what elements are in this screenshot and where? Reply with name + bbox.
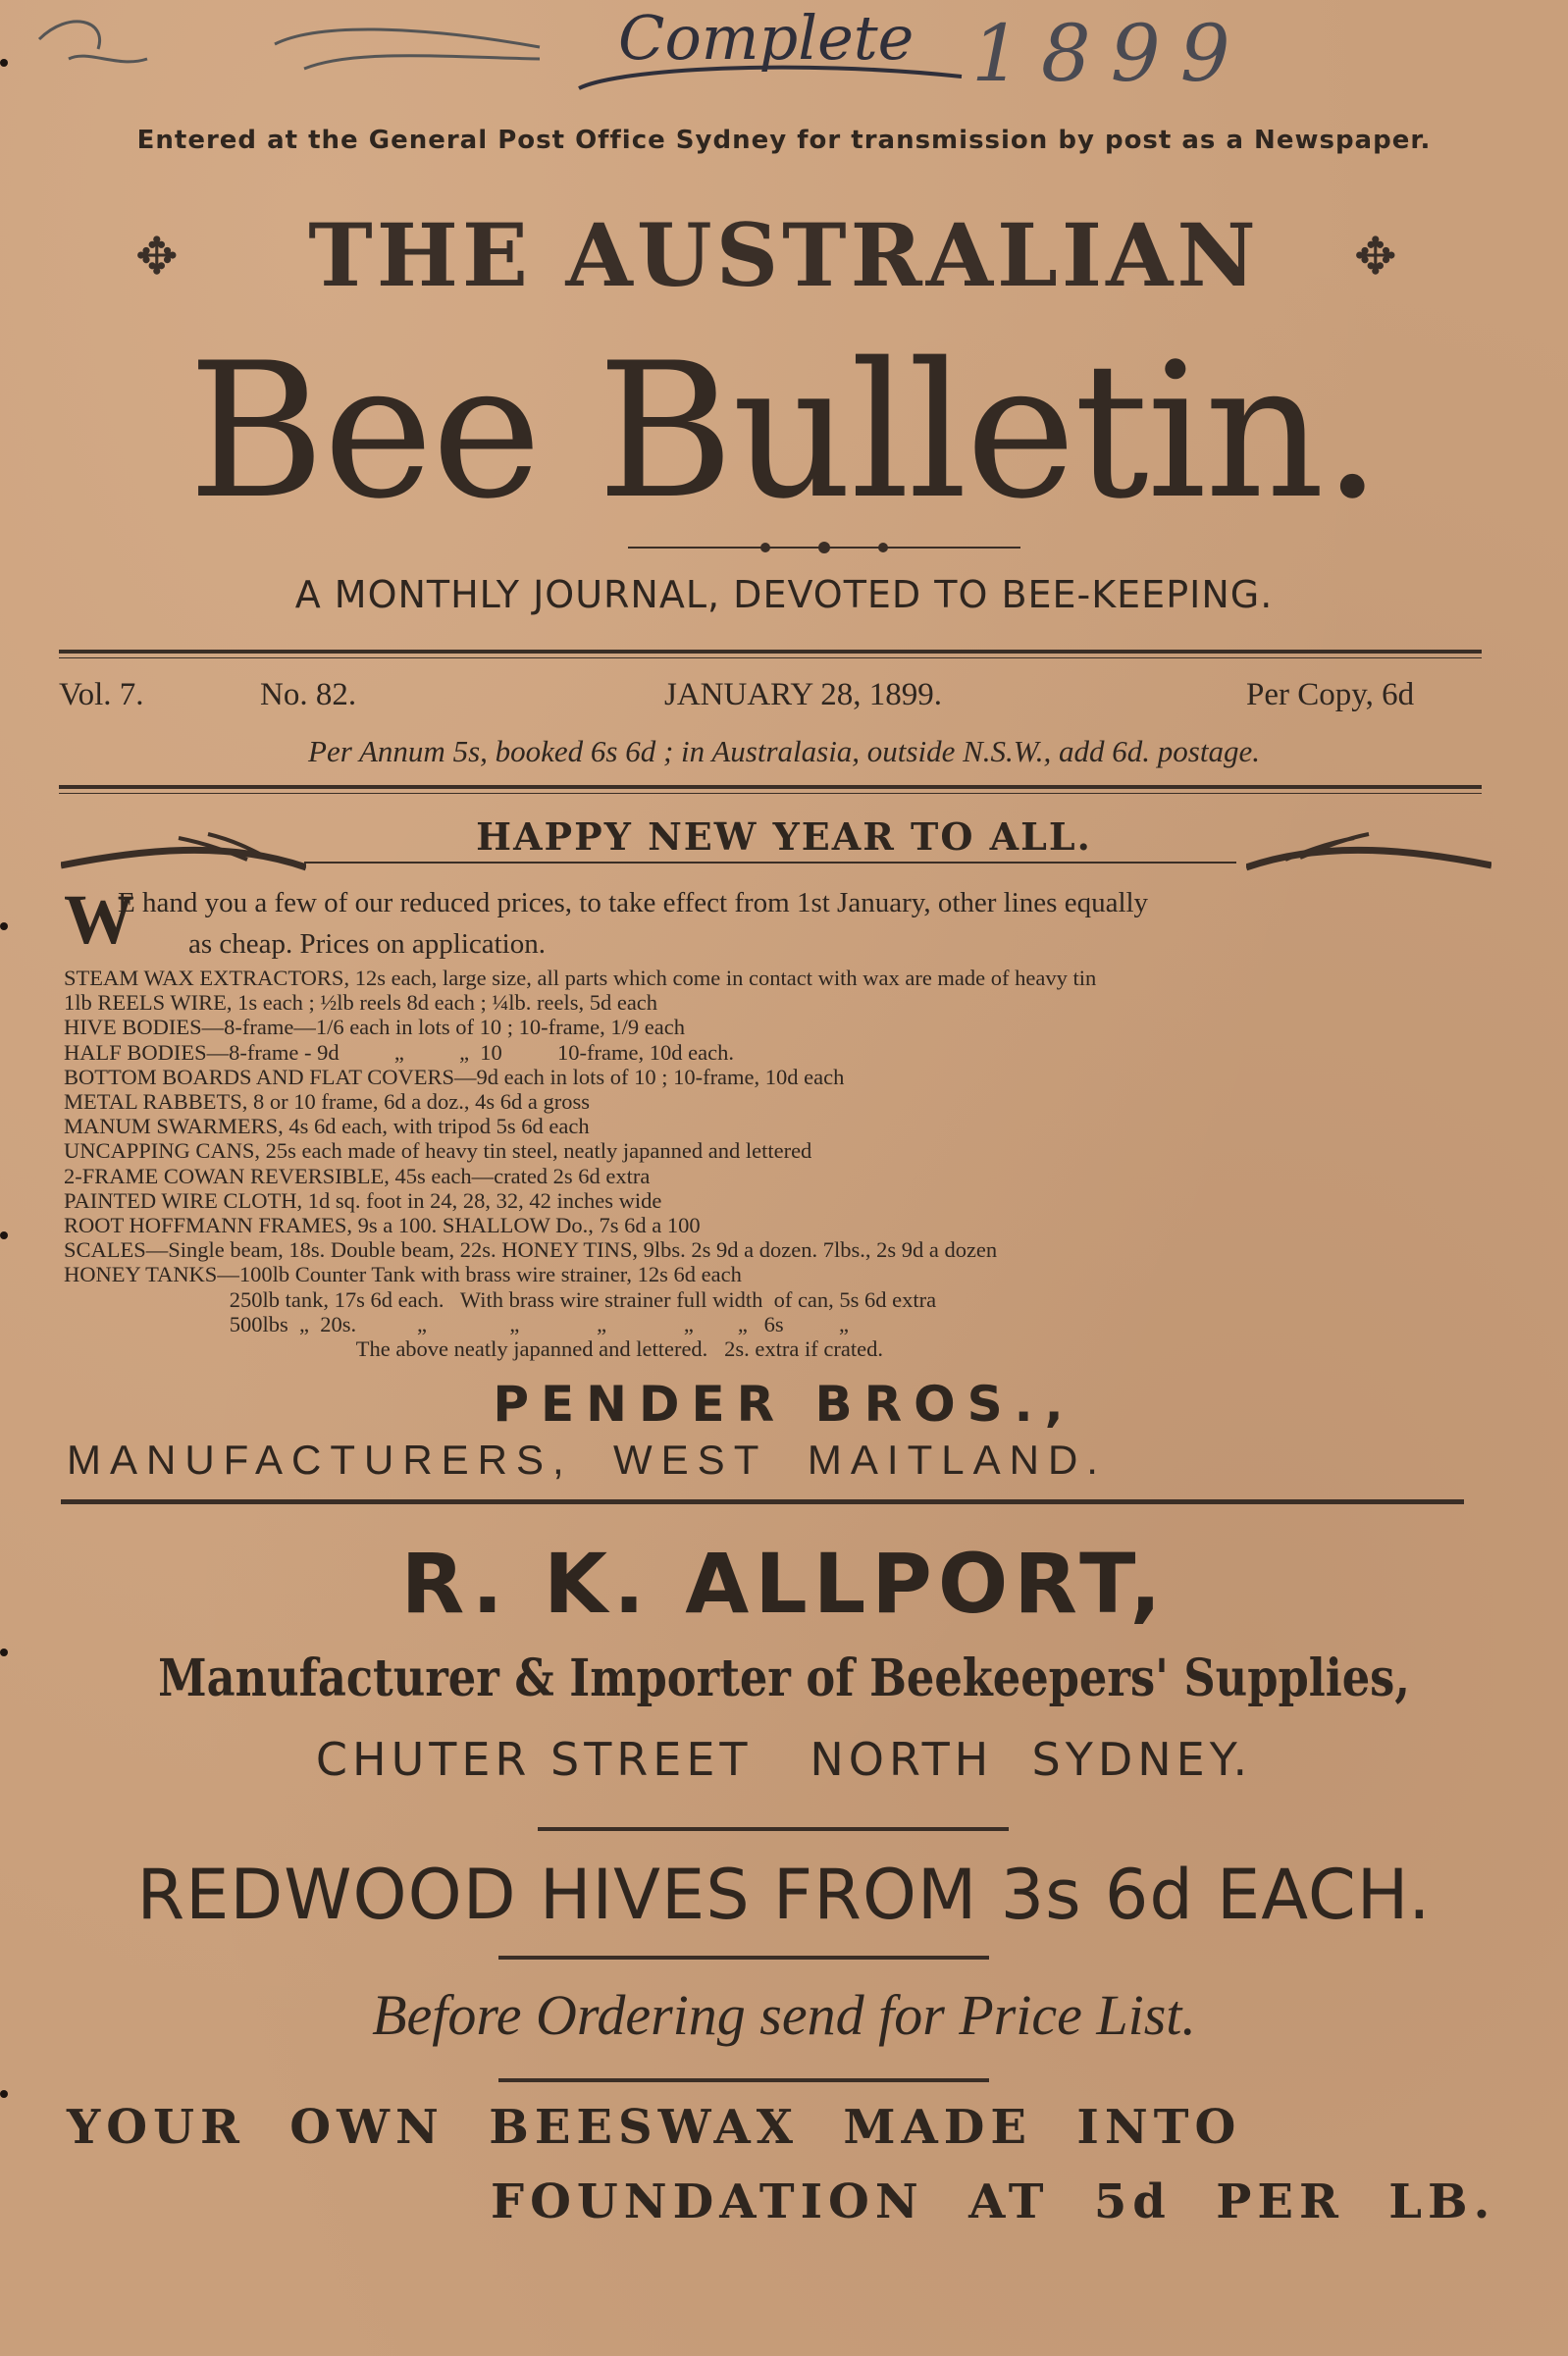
list-item: HALF BODIES—8-frame - 9d „ „ 10 10-frame, 10d each. [64, 1039, 734, 1065]
binding-hole-icon [0, 59, 8, 67]
issue-number: No. 82. [260, 677, 357, 712]
divider [498, 1956, 989, 1960]
binding-hole-icon [0, 922, 8, 930]
masthead-title: Bee Bulletin. [187, 323, 1381, 540]
drop-cap: W [64, 880, 134, 959]
heading-underline [304, 862, 1236, 864]
advertiser-address: CHUTER STREET NORTH SYDNEY. [315, 1733, 1253, 1786]
list-item: 2-FRAME COWAN REVERSIBLE, 45s each—crated 2s 6d extra [64, 1163, 651, 1188]
redwood-hives-offer: REDWOOD HIVES FROM 3s 6d EACH. [136, 1855, 1432, 1935]
list-item: MANUM SWARMERS, 4s 6d each, with tripod 5s 6d each [64, 1114, 590, 1139]
handwritten-year: 1899 [971, 8, 1250, 99]
divider [59, 785, 1482, 789]
volume-number: Vol. 7. [59, 677, 144, 712]
ornament-divider-icon [628, 538, 1020, 557]
list-item: 250lb tank, 17s 6d each. With brass wire strainer full width of can, 5s 6d extra [64, 1286, 937, 1312]
list-item: The above neatly japanned and lettered. 2s. extra if crated. [64, 1336, 883, 1362]
list-item: PAINTED WIRE CLOTH, 1d sq. foot in 24, 28, 32, 42 inches wide [64, 1187, 662, 1213]
list-item: 500lbs „ 20s. „ „ „ „ „ 6s „ [64, 1311, 849, 1336]
binding-hole-icon [0, 1649, 8, 1656]
divider [61, 1499, 1464, 1504]
swash-right-icon [1246, 830, 1491, 873]
list-item: BOTTOM BOARDS AND FLAT COVERS—9d each in lots of 10 ; 10-frame, 10d each [64, 1064, 845, 1089]
beeswax-offer-line-2: FOUNDATION AT 5d PER LB. [491, 2174, 1496, 2229]
divider [538, 1827, 1009, 1831]
firm-name: PENDER BROS., [493, 1376, 1075, 1433]
binding-hole-icon [0, 1231, 8, 1239]
intro-line-1: E hand you a few of our reduced prices, to take effect from 1st January, other lines equally [118, 887, 1149, 918]
subscription-rates: Per Annum 5s, booked 6s 6d ; in Australasia, outside N.S.W., add 6d. postage. [308, 734, 1260, 768]
firm-address: MANUFACTURERS, WEST MAITLAND. [67, 1437, 1107, 1483]
list-item: ROOT HOFFMANN FRAMES, 9s a 100. SHALLOW Do., 7s 6d a 100 [64, 1213, 701, 1238]
divider [59, 650, 1482, 654]
journal-subtitle: A MONTHLY JOURNAL, DEVOTED TO BEE-KEEPING. [294, 573, 1274, 616]
intro-line-2: as cheap. Prices on application. [188, 928, 546, 960]
fleuron-left-icon: ✥ [135, 230, 179, 286]
list-item: 1lb REELS WIRE, 1s each ; ½lb reels 8d each ; ¼lb. reels, 5d each [64, 990, 658, 1016]
advertiser-description: Manufacturer & Importer of Beekeepers' Supplies, [158, 1649, 1410, 1708]
list-item: SCALES—Single beam, 18s. Double beam, 22s. HONEY TINS, 9lbs. 2s 9d a dozen. 7lbs., 2s 9d a dozen [64, 1237, 998, 1263]
beeswax-offer-line-1: YOUR OWN BEESWAX MADE INTO [67, 2100, 1242, 2155]
divider [59, 793, 1482, 794]
list-item: HONEY TANKS—100lb Counter Tank with brass wire strainer, 12s 6d each [64, 1262, 742, 1287]
handwritten-annotation [29, 0, 1325, 118]
list-item: STEAM WAX EXTRACTORS, 12s each, large size, all parts which come in contact with wax are made of heavy tin [64, 966, 1097, 990]
happy-new-year-heading: HAPPY NEW YEAR TO ALL. [476, 814, 1092, 859]
divider [59, 657, 1482, 658]
handwritten-note: Complete [618, 2, 915, 74]
advertiser-name: R. K. ALLPORT, [400, 1536, 1168, 1632]
fleuron-right-icon: ✥ [1354, 230, 1397, 286]
divider [498, 2078, 989, 2082]
postal-notice: Entered at the General Post Office Sydney for transmission by post as a Newspaper. [136, 126, 1432, 155]
masthead-line1: THE AUSTRALIAN [308, 204, 1260, 306]
price-list-note: Before Ordering send for Price List. [372, 1983, 1196, 2047]
binding-hole-icon [0, 2090, 8, 2098]
price-list [64, 966, 1506, 1361]
copy-price: Per Copy, 6d [1246, 677, 1415, 712]
list-item: UNCAPPING CANS, 25s each made of heavy tin steel, neatly japanned and lettered [64, 1138, 812, 1164]
issue-date: JANUARY 28, 1899. [664, 677, 942, 712]
list-item: METAL RABBETS, 8 or 10 frame, 6d a doz., 4s 6d a gross [64, 1089, 591, 1115]
list-item: HIVE BODIES—8-frame—1/6 each in lots of 10 ; 10-frame, 1/9 each [64, 1015, 685, 1040]
